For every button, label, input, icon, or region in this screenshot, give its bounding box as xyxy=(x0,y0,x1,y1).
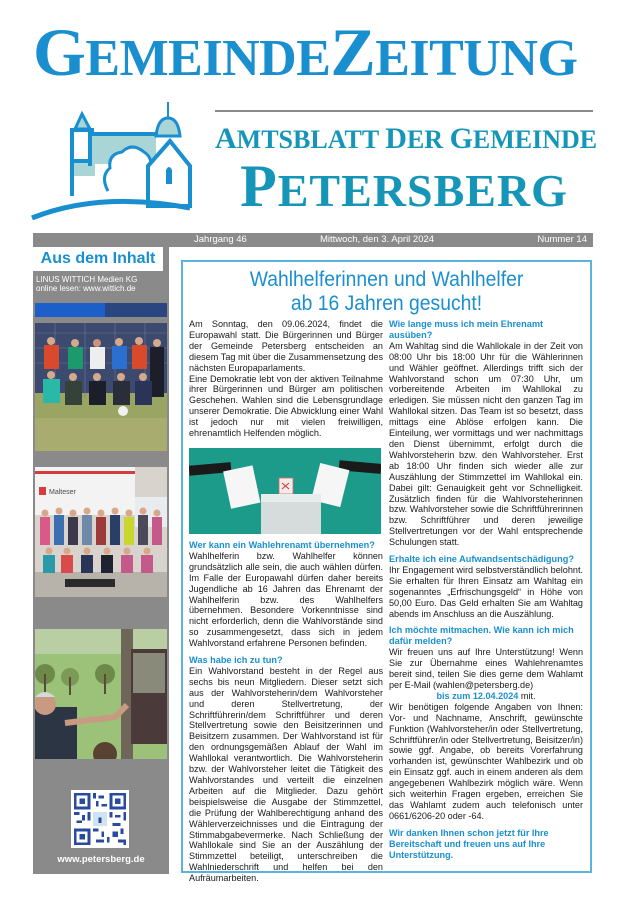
malteser-logo-text: Malteser xyxy=(49,489,76,496)
castle-logo-icon xyxy=(30,96,192,220)
ballot-box-illustration xyxy=(189,448,381,534)
article-column-left xyxy=(189,319,383,884)
headline-line-2: ab 16 Jahren gesucht! xyxy=(290,292,483,315)
photo-strip xyxy=(35,303,167,317)
intro-paragraph-1: Am Sonntag, den 09.06.2024, findet die Europawahl statt. Die Bürgerinnen und Bürger der Gemeinde Petersberg entscheiden an diesem Tag mit über die Zusammensetzung des nächsten Europaparlaments. xyxy=(189,319,383,373)
article-headline xyxy=(199,268,573,316)
publisher-online: online lesen: www.wittich.de xyxy=(36,284,136,293)
contents-heading: Aus dem Inhalt xyxy=(33,247,163,271)
title-initial-z: Z xyxy=(330,14,376,90)
section-heading-compensation: Erhalte ich eine Aufwandsentschädigung? xyxy=(389,554,574,565)
masthead-divider xyxy=(215,110,593,112)
section-heading-tasks: Was habe ich zu tun? xyxy=(189,655,283,666)
article-column-right xyxy=(389,319,583,861)
issue-info-bar xyxy=(33,233,593,247)
masthead-place: PETERSBERG xyxy=(240,153,568,219)
photo-malteser-group[interactable] xyxy=(35,467,167,597)
deadline-date: bis zum 12.04.2024 xyxy=(436,690,519,701)
signup-deadline xyxy=(389,691,583,702)
publisher-name: LINUS WITTICH Medien KG xyxy=(36,275,138,284)
section-body-tasks: Ein Wahlvorstand besteht in der Regel aus sechs bis neun Mitgliedern. Dieser setzt sich aus der Wahlvorsteherin/dem Wahlvorsteher und deren Stellvertretung, der Schriftführerin/dem Schriftführer und deren Stellvertretung sowie den Beisitzerinnen und Beisitzern zusammen. Der Wahlvorstand ist für den ordnungsgemäßen Ablauf der Wahl im Wahllokal verantwortlich. Die Wahlvorsteherin bzw. der Wahlvorsteher leitet die Tätigkeit des Wahlvorstandes und verteilt die einzelnen Arbeiten auf die Mitglieder. Dazu gehört beispielsweise die Ausgabe der Stimmzettel, die Prüfung der Wahlberechtigung anhand des Wählerverzeichnisses und die Eintragung der Stimmabgabevermerke. Nach Schließung der Wahllokale sind Sie an der Auszählung der Stimmzettel beteiligt, unterschreiben die Wahlniederschrift und helfen bei den Aufräumarbeiten. xyxy=(189,665,383,884)
title-initial-g: G xyxy=(33,14,86,90)
section-body-signup-details: Wir benötigen folgende Angaben von Ihnen: Vor- und Nachname, Anschrift, gewünschte Funktion (Wahlvorsteher/in oder Stellvertretung, Schriftführer/in oder Stellvertretung, Beisitzer/in) sowie ggf. Angabe, ob bereits Vorerfahrung vorhanden ist, gewünschter Wahlbezirk und ob ein Einsatz ggf. auch in einem anderen als dem angegebenen Wahlbezirk möglich wäre. Wenn sich weiterhin Fragen ergeben, erreichen Sie das Wahlamt zudem auch telefonisch unter 0661/6206-20 oder -64. xyxy=(389,701,583,821)
issue-number: Nummer 14 xyxy=(537,234,587,245)
article-box xyxy=(181,260,592,884)
photo-football-team[interactable] xyxy=(35,323,167,451)
title-rest-2: EITUNG xyxy=(375,30,578,87)
volume-label: Jahrgang 46 xyxy=(194,234,247,245)
issue-date: Mittwoch, den 3. April 2024 xyxy=(320,234,435,245)
section-heading-who: Wer kann ein Wahlehrenamt übernehmen? xyxy=(189,539,375,550)
qr-code-icon[interactable] xyxy=(71,790,129,848)
title-rest-1: EMEINDE xyxy=(85,30,331,87)
section-body-signup: Wir freuen uns auf Ihre Unterstützung! Wenn Sie zur Übernahme eines Wahlehrenamtes bereit sind, teilen Sie dies gerne dem Wahlamt per E-Mail (wahlen@petersberg.de) xyxy=(389,647,583,690)
publisher-info xyxy=(36,275,137,293)
website-link[interactable]: www.petersberg.de xyxy=(57,854,145,865)
section-body-duration: Am Wahltag sind die Wahllokale in der Zeit von 08:00 Uhr bis 18:00 Uhr für die Wählerinnen und Wähler geöffnet. Allerdings trifft sich der Wahlvorstand schon um 07:30 Uhr, um vorbereitende Arbeiten im Wahllokal zu erledigen. Sie müssen nicht den ganzen Tag im Wahllokal sitzen. Das Team ist so besetzt, dass mittags eine Ablöse erfolgen kann. Die Einteilung, wer vormittags und wer nachmittags den Dienst übernimmt, erfolgt durch die Wahlvorsteherin bzw. den Wahlvorsteher. Erst ab 18:00 Uhr finden sich wieder alle zur Auszählung der Stimmzettel im Wahllokal ein. Dabei gilt: Genauigkeit geht vor Schnelligkeit. Zusätzlich finden für die Wahlvorsteherinnen bzw. Wahlvorsteher sowie die Schriftführerinnen bzw. Schriftführer und deren jeweilige Stellvertretungen vor der Wahl entsprechende Schulungen statt. xyxy=(389,340,583,548)
newspaper-title xyxy=(33,14,593,90)
masthead-subtitle: AMTSBLATT DER GEMEINDE xyxy=(215,122,598,155)
deadline-tail: mit. xyxy=(518,690,536,701)
section-body-who: Wahlhelferin bzw. Wahlhelfer können grundsätzlich alle sein, die auch wählen dürfen. Im Falle der Europawahl dürfen daher bereits Jugendliche ab 16 Jahren das Ehrenamt der Wahlhelferin bzw. des Wahlhelfers übernehmen. Besondere Vorkenntnisse sind nicht erforderlich, denn die Wahlvorstände sind so zusammengesetzt, dass sich in jedem Wahlvorstand erfahrene Personen befinden. xyxy=(189,550,383,649)
section-heading-signup: Ich möchte mitmachen. Wie kann ich mich dafür melden? xyxy=(389,625,574,647)
headline-line-1: Wahlhelferinnen und Wahlhelfer xyxy=(249,268,524,291)
closing-thanks: Wir danken Ihnen schon jetzt für Ihre Bereitschaft und freuen uns auf Ihre Unterstützung. xyxy=(389,827,549,860)
intro-paragraph-2: Eine Demokratie lebt von der aktiven Teilnahme ihrer Bürgerinnen und Bürger am politischen Geschehen. Wahlen sind die Lebensgrundlage unserer Demokratie. Die Abwicklung einer Wahl ist jedoch nur mit vielen freiwilligen, ehrenamtlich Helfenden möglich. xyxy=(189,373,383,439)
section-heading-duration: Wie lange muss ich mein Ehrenamt ausüben? xyxy=(389,319,544,340)
section-body-compensation: Ihr Engagement wird selbstverständlich belohnt. Sie erhalten für Ihren Einsatz am Wahltag ein sogenanntes „Erfrischungsgeld“ in Höhe von 50,00 Euro. Das Geld erhalten Sie am Wahltag abends im Anschluss an die Auszählung. xyxy=(389,564,583,619)
photo-info-board-talk[interactable] xyxy=(35,629,167,759)
contents-sidebar xyxy=(33,247,169,874)
